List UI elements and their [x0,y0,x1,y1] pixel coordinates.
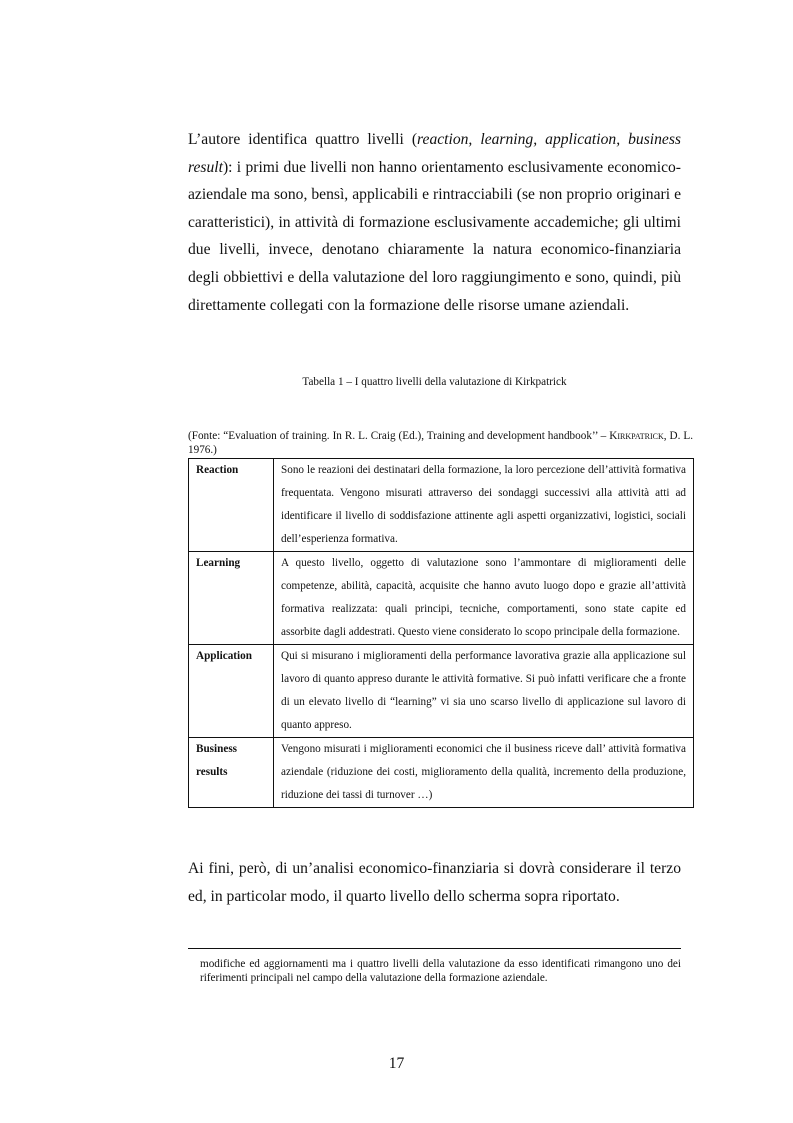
source-author: Kirkpatrick [609,430,664,442]
source-suffix: , D. L. 1976.) [188,430,693,456]
description-cell: Qui si misurano i miglioramenti della performance lavorativa grazie alla applicazione sul lavoro di quanto appreso durante le attività formative. Si può infatti verificare che a fronte di un elevato livello di “learning” vi sia uno scarso livello di applicazione sul lavoro di quanto appreso. [274,645,694,738]
footnote-divider [188,948,681,949]
intro-italic-terms: reaction, learning, application, business result [188,131,681,176]
table-row [189,552,694,645]
source-prefix: (Fonte: “Evaluation of training. In R. L. Craig (Ed.), Training and development handbook’’ – [188,430,607,442]
table-row [189,459,694,552]
description-cell: A questo livello, oggetto di valutazione sono l’ammontare di miglioramenti delle competenze, abilità, capacità, acquisite che hanno avuto luogo dopo e grazie all’attività formativa realizzata: quali principi, tecniche, comportamenti, sono state capite ed assorbite dagli addestrati. Questo viene considerato lo scopo principale della formazione. [274,552,694,645]
description-cell: Sono le reazioni dei destinatari della formazione, la loro percezione dell’attività formativa frequentata. Vengono misurati attraverso dei sondaggi successivi alla attività atti ad identificare il livello di soddisfazione attinente agli aspetti organizzativi, logistici, sociali dell’esperienza formativa. [274,459,694,552]
level-cell: Learning [189,552,274,645]
closing-paragraph: Ai fini, però, di un’analisi economico-finanziaria si dovrà considerare il terzo ed, in particolar modo, il quarto livello dello scherma sopra riportato. [188,860,681,905]
table-row [189,738,694,808]
intro-paragraph [188,126,681,319]
intro-text-before: L’autore identifica quattro livelli ( [188,131,418,148]
level-cell: Application [189,645,274,738]
table-row [189,645,694,738]
page-number: 17 [388,1055,405,1072]
level-cell: Reaction [189,459,274,552]
level-cell: Business results [189,738,274,808]
table-caption: Tabella 1 – I quattro livelli della valutazione di Kirkpatrick [302,376,567,388]
intro-text-after: ): i primi due livelli non hanno orientamento esclusivamente economico-aziendale ma sono, bensì, applicabili e rintracciabili (se non proprio originari e caratteristici), in attività di formazione esclusivamente accademiche; gli ultimi due livelli, invece, denotano chiaramente la natura economico-finanziaria degli obbiettivi e della valutazione del loro raggiungimento e sono, quindi, più direttamente collegati con la formazione delle risorse umane aziendali. [188,158,681,314]
footnote: modifiche ed aggiornamenti ma i quattro livelli della valutazione da esso identificati rimangono uno dei riferimenti principali nel campo della valutazione della formazione aziendale. [200,958,681,984]
table-source [188,429,693,457]
description-cell: Vengono misurati i miglioramenti economici che il business riceve dall’ attività formativa aziendale (riduzione dei costi, miglioramento della qualità, incremento della produzione, riduzione dei tassi di turnover …) [274,738,694,808]
kirkpatrick-table [188,458,694,808]
